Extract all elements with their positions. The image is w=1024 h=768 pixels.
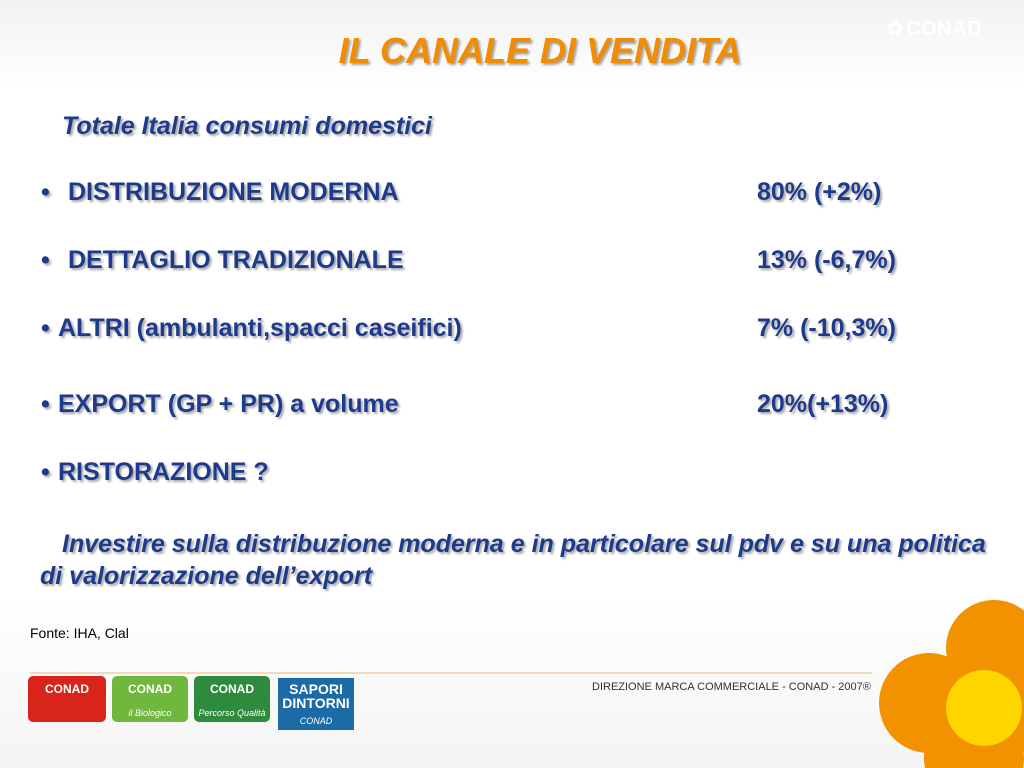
list-item (0, 178, 1024, 214)
list-item (0, 246, 1024, 282)
divider (30, 672, 872, 674)
item-value: 13% (-6,7%) (757, 246, 896, 274)
flower-icon: ✿ (886, 18, 905, 40)
logo-sublabel: il Biologico (128, 708, 172, 718)
footer-credit: DIREZIONE MARCA COMMERCIALE - CONAD - 2007® (592, 681, 871, 693)
source-text: Fonte: IHA, Clal (30, 625, 129, 641)
conad-percorso-qualita-logo (194, 676, 270, 722)
conad-biologico-logo (112, 676, 188, 722)
bullet-icon: • (41, 458, 50, 486)
item-value: 20%(+13%) (757, 390, 889, 418)
subtitle: Totale Italia consumi domestici (62, 112, 432, 140)
item-label: EXPORT (GP + PR) a volume (58, 390, 399, 418)
item-label: DISTRIBUZIONE MODERNA (68, 178, 399, 206)
logo-label: CONAD (128, 682, 172, 696)
item-value: 7% (-10,3%) (757, 314, 896, 342)
item-label: DETTAGLIO TRADIZIONALE (68, 246, 404, 274)
list-item (0, 314, 1024, 350)
logo-sublabel: Percorso Qualità (198, 708, 266, 718)
note-text (40, 528, 1010, 592)
brand-name: CONAD (906, 18, 982, 40)
bullet-icon: • (41, 314, 50, 342)
bullet-icon: • (41, 246, 50, 274)
item-value: 80% (+2%) (757, 178, 882, 206)
logo-label: CONAD (45, 682, 89, 696)
logo-label: CONAD (210, 682, 254, 696)
flower-decoration-icon (874, 588, 1024, 768)
bullet-icon: • (41, 390, 50, 418)
list-item (0, 390, 1024, 426)
list-item (0, 458, 1024, 494)
item-label: RISTORAZIONE ? (58, 458, 269, 486)
conad-logo (28, 676, 106, 722)
item-label: ALTRI (ambulanti,spacci caseifici) (58, 314, 462, 342)
logo-label: SAPORI DINTORNI (282, 681, 350, 711)
sapori-dintorni-logo (278, 678, 354, 730)
bullet-icon: • (41, 178, 50, 206)
logo-sublabel: CONAD (299, 716, 333, 726)
page-title: IL CANALE DI VENDITA (338, 30, 742, 71)
note-body: Investire sulla distribuzione moderna e in particolare sul pdv e su una politica di valorizzazione dell’export (40, 530, 986, 590)
flower-center (946, 670, 1022, 746)
